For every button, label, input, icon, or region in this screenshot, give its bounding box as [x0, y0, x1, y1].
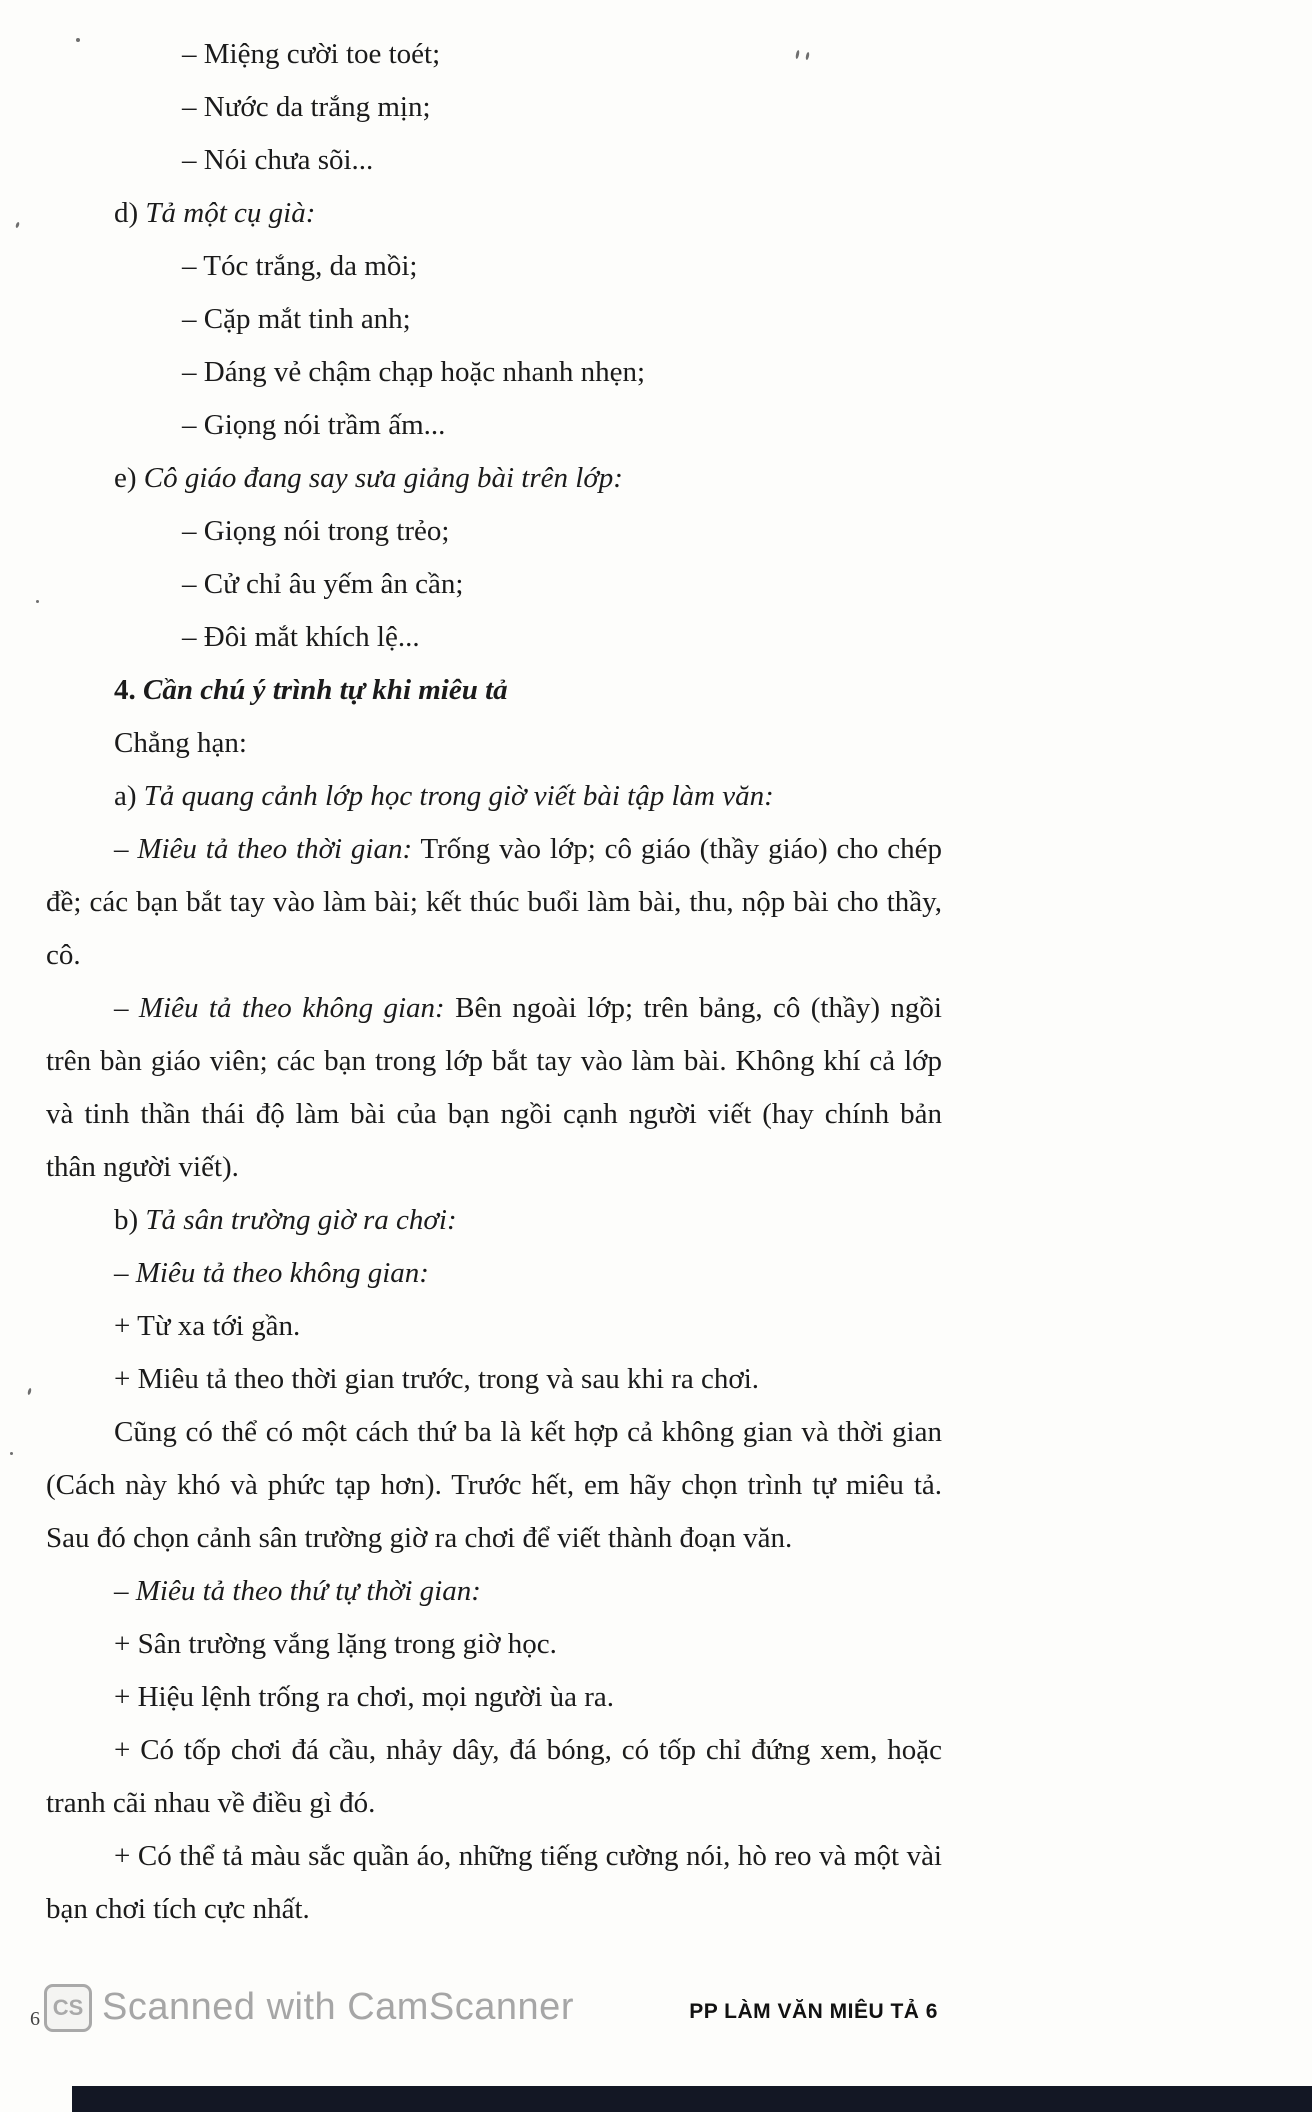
text-line: [46, 293, 942, 346]
text-segment: – Miêu tả theo thời gian:: [114, 833, 413, 865]
text-line: [46, 717, 942, 770]
paragraph: [46, 1724, 942, 1830]
text-segment: – Miêu tả theo thứ tự thời gian:: [114, 1575, 481, 1607]
scan-speck: [10, 1452, 13, 1455]
text-segment: Cô giáo đang say sưa giảng bài trên lớp:: [143, 462, 623, 494]
text-segment: Chẳng hạn:: [114, 727, 247, 759]
text-line: [46, 1618, 942, 1671]
text-segment: 4.: [114, 674, 143, 706]
text-line: [46, 1300, 942, 1353]
text-segment: Tả sân trường giờ ra chơi:: [145, 1204, 457, 1236]
text-line: [46, 611, 942, 664]
text-segment: Cũng có thể có một cách thứ ba là kết hợp cả không gian và thời gian (Cách này khó và phức tạp hơn). Trước hết, em hãy chọn trình tự miêu tả. Sau đó chọn cảnh sân trường giờ ra chơi để viết thành đoạn văn.: [46, 1416, 942, 1554]
text-segment: – Dáng vẻ chậm chạp hoặc nhanh nhẹn;: [182, 356, 646, 388]
scan-speck: [15, 222, 20, 229]
paragraph: [46, 1406, 942, 1565]
text-line: [46, 1353, 942, 1406]
text-segment: + Có tốp chơi đá cầu, nhảy dây, đá bóng, có tốp chỉ đứng xem, hoặc tranh cãi nhau về điều gì đó.: [46, 1734, 942, 1819]
text-line: [46, 346, 942, 399]
scan-edge-bar: [72, 2086, 1312, 2112]
text-line: [46, 81, 942, 134]
text-line: [46, 399, 942, 452]
text-line: [46, 770, 942, 823]
document-body: [46, 28, 942, 1936]
text-segment: – Đôi mắt khích lệ...: [182, 621, 420, 653]
camscanner-logo-icon: CS: [44, 1984, 92, 2032]
text-segment: – Miệng cười toe toét;: [182, 38, 441, 70]
scan-speck: [27, 1388, 32, 1396]
text-segment: Tả một cụ già:: [145, 197, 316, 229]
text-segment: d): [114, 197, 146, 229]
text-segment: Trống vào lớp; cô giáo (thầy giáo) cho chép đề; các bạn bắt tay vào làm bài; kết thúc buổi làm bài, thu, nộp bài cho thầy, cô.: [46, 833, 942, 971]
text-line: [46, 1247, 942, 1300]
text-segment: e): [114, 462, 144, 494]
text-segment: – Nói chưa sõi...: [182, 144, 374, 176]
text-segment: – Miêu tả theo không gian:: [114, 1257, 429, 1289]
text-segment: + Sân trường vắng lặng trong giờ học.: [114, 1628, 557, 1660]
text-segment: + Hiệu lệnh trống ra chơi, mọi người ùa ra.: [114, 1681, 615, 1713]
scan-speck: [36, 600, 39, 603]
text-segment: b): [114, 1204, 146, 1236]
text-segment: + Có thể tả màu sắc quần áo, những tiếng cường nói, hò reo và một vài bạn chơi tích cực nhất.: [46, 1840, 942, 1925]
text-segment: a): [114, 780, 144, 812]
text-segment: Tả quang cảnh lớp học trong giờ viết bài tập làm văn:: [143, 780, 774, 812]
scan-speck: [76, 38, 80, 42]
text-line: [46, 452, 942, 505]
text-line: [46, 240, 942, 293]
text-segment: – Nước da trắng mịn;: [182, 91, 431, 123]
camscanner-watermark: Scanned with CamScanner: [102, 1986, 574, 2028]
text-segment: Cần chú ý trình tự khi miêu tả: [143, 674, 508, 706]
text-line: [46, 134, 942, 187]
text-line: [46, 664, 942, 717]
page-number: 6: [30, 2008, 40, 2030]
text-segment: – Tóc trắng, da mồi;: [182, 250, 418, 282]
text-segment: – Giọng nói trầm ấm...: [182, 409, 446, 441]
text-segment: + Miêu tả theo thời gian trước, trong và sau khi ra chơi.: [114, 1363, 760, 1395]
paragraph: [46, 982, 942, 1194]
paragraph: [46, 1830, 942, 1936]
text-line: [46, 187, 942, 240]
text-segment: – Giọng nói trong trẻo;: [182, 515, 450, 547]
text-line: [46, 1565, 942, 1618]
text-segment: – Cử chỉ âu yếm ân cần;: [182, 568, 464, 600]
text-line: [46, 1671, 942, 1724]
text-line: [46, 1194, 942, 1247]
text-segment: – Cặp mắt tinh anh;: [182, 303, 411, 335]
text-segment: – Miêu tả theo không gian:: [114, 992, 445, 1024]
text-segment: + Từ xa tới gần.: [114, 1310, 301, 1342]
text-line: [46, 558, 942, 611]
text-line: [46, 505, 942, 558]
paragraph: [46, 823, 942, 982]
text-segment: Bên ngoài lớp; trên bảng, cô (thầy) ngồi trên bàn giáo viên; các bạn trong lớp bắt tay vào làm bài. Không khí cả lớp và tinh thần thái độ làm bài của bạn ngồi cạnh người viết (hay chính bản thân người viết).: [46, 992, 942, 1183]
book-title-footer: PP LÀM VĂN MIÊU TẢ 6: [689, 2000, 938, 2023]
